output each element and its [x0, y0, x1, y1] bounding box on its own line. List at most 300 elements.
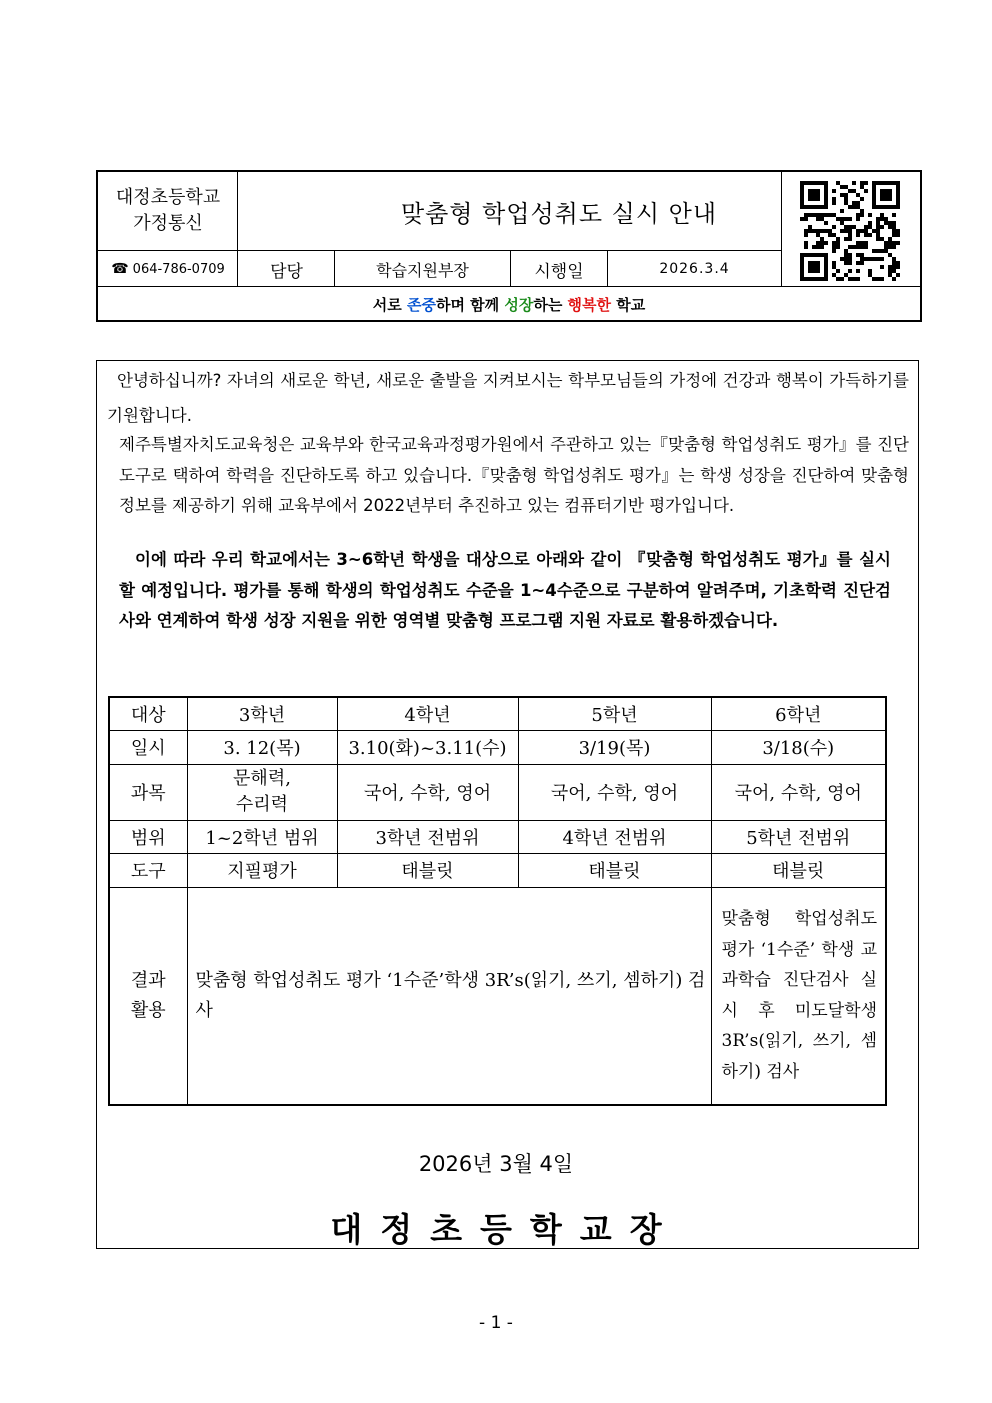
qr-module — [832, 273, 836, 277]
qr-module — [816, 277, 820, 281]
qr-module — [848, 245, 852, 249]
qr-module — [824, 269, 828, 273]
qr-module — [832, 265, 836, 269]
qr-module — [872, 201, 876, 205]
qr-module — [832, 249, 836, 253]
qr-module — [872, 193, 876, 197]
qr-module — [836, 237, 840, 241]
qr-module — [860, 261, 864, 265]
qr-module — [808, 261, 812, 265]
motto-text: 하며 함께 — [435, 295, 505, 314]
qr-module — [812, 245, 816, 249]
qr-module — [888, 205, 892, 209]
qr-module — [804, 233, 808, 237]
qr-module — [852, 245, 856, 249]
qr-module — [892, 213, 896, 217]
qr-module — [888, 193, 892, 197]
qr-module — [856, 269, 860, 273]
qr-module — [860, 213, 864, 217]
table-cell: 국어, 수학, 영어 — [337, 764, 518, 820]
table-row — [109, 820, 886, 853]
qr-module — [804, 277, 808, 281]
qr-module — [848, 217, 852, 221]
qr-module — [896, 241, 900, 245]
qr-module — [872, 277, 876, 281]
qr-module — [884, 181, 888, 185]
table-cell: 국어, 수학, 영어 — [711, 764, 886, 820]
result-usage-main: 맞춤형 학업성취도 평가 ‘1수준’학생 3R’s(읽기, 쓰기, 셈하기) 검사 — [187, 887, 711, 1105]
qr-module — [852, 181, 856, 185]
table-cell: 태블릿 — [337, 853, 518, 887]
qr-module — [836, 269, 840, 273]
qr-module — [892, 265, 896, 269]
qr-module — [896, 193, 900, 197]
qr-module — [836, 245, 840, 249]
qr-module — [896, 197, 900, 201]
qr-module — [832, 261, 836, 265]
qr-module — [884, 205, 888, 209]
qr-module — [864, 257, 868, 261]
qr-module — [820, 229, 824, 233]
qr-module — [812, 205, 816, 209]
qr-module — [816, 261, 820, 265]
table-cell: 국어, 수학, 영어 — [518, 764, 711, 820]
qr-module — [896, 273, 900, 277]
qr-module — [832, 241, 836, 245]
table-row — [109, 764, 886, 820]
qr-module — [856, 193, 860, 197]
qr-module — [812, 229, 816, 233]
qr-module — [896, 181, 900, 185]
qr-module — [848, 261, 852, 265]
page-number: - 1 - — [479, 1313, 513, 1333]
qr-module — [856, 213, 860, 217]
qr-module — [880, 189, 884, 193]
qr-module — [824, 241, 828, 245]
row-label: 대상 — [109, 697, 187, 730]
row-label: 과목 — [109, 764, 187, 820]
qr-module — [844, 257, 848, 261]
qr-module — [836, 241, 840, 245]
qr-module — [844, 201, 848, 205]
qr-module — [808, 205, 812, 209]
table-cell: 6학년 — [711, 697, 886, 730]
result-usage-6th-grade: 맞춤형 학업성취도 평가 ‘1수준’ 학생 교과학습 진단검사 실시 후 미도달학생 3R’s(읽기, 쓰기, 셈하기) 검사 — [711, 887, 886, 1105]
qr-module — [820, 213, 824, 217]
table-cell: 1~2학년 범위 — [187, 820, 337, 853]
qr-module — [844, 225, 848, 229]
qr-module — [872, 257, 876, 261]
qr-module — [880, 225, 884, 229]
qr-module — [820, 181, 824, 185]
qr-module — [848, 269, 852, 273]
qr-module — [824, 257, 828, 261]
qr-module — [816, 189, 820, 193]
qr-module — [896, 265, 900, 269]
subject-literacy: 문해력, — [233, 768, 291, 789]
qr-module — [880, 213, 884, 217]
qr-module — [844, 197, 848, 201]
qr-module — [824, 185, 828, 189]
qr-module — [820, 241, 824, 245]
school-motto — [98, 288, 920, 320]
table-row — [109, 887, 886, 1105]
qr-module — [812, 265, 816, 269]
qr-module — [824, 201, 828, 205]
qr-module — [892, 241, 896, 245]
qr-module — [828, 229, 832, 233]
qr-module — [808, 265, 812, 269]
qr-module — [864, 189, 868, 193]
qr-module — [824, 261, 828, 265]
qr-module — [816, 197, 820, 201]
qr-module — [820, 217, 824, 221]
qr-module — [864, 241, 868, 245]
table-cell: 5학년 전범위 — [711, 820, 886, 853]
qr-module — [876, 225, 880, 229]
qr-module — [888, 221, 892, 225]
qr-module — [836, 217, 840, 221]
qr-module — [896, 205, 900, 209]
qr-module — [812, 253, 816, 257]
qr-module — [880, 197, 884, 201]
motto-text: 서로 — [372, 295, 407, 314]
qr-module — [800, 253, 804, 257]
qr-module — [848, 253, 852, 257]
qr-module — [860, 257, 864, 261]
greeting-paragraph: 안녕하십니까? 자녀의 새로운 학년, 새로운 출발을 지켜보시는 학부모님들의 가정에 건강과 행복이 가득하기를 기원합니다. — [107, 371, 909, 425]
qr-module — [884, 193, 888, 197]
qr-module — [876, 205, 880, 209]
qr-module — [892, 225, 896, 229]
qr-module — [808, 213, 812, 217]
qr-module — [852, 277, 856, 281]
qr-module — [840, 193, 844, 197]
row-label — [109, 887, 187, 1105]
qr-module — [888, 245, 892, 249]
qr-module — [856, 201, 860, 205]
phone-number — [98, 251, 238, 287]
school-name-line1: 대정초등학교 — [115, 187, 221, 208]
qr-module — [856, 217, 860, 221]
qr-module — [884, 217, 888, 221]
qr-module — [828, 213, 832, 217]
table-cell: 3. 12(목) — [187, 730, 337, 764]
qr-module — [812, 213, 816, 217]
qr-module — [880, 181, 884, 185]
qr-module — [880, 193, 884, 197]
qr-module — [824, 197, 828, 201]
qr-module — [816, 241, 820, 245]
qr-module — [848, 257, 852, 261]
qr-module — [800, 205, 804, 209]
qr-module — [856, 205, 860, 209]
qr-module — [860, 241, 864, 245]
qr-module — [840, 209, 844, 213]
result-label-line1: 결과 — [130, 969, 166, 991]
qr-module — [896, 229, 900, 233]
qr-module — [816, 229, 820, 233]
qr-module — [868, 233, 872, 237]
qr-module — [876, 249, 880, 253]
qr-module — [800, 217, 804, 221]
qr-module — [848, 189, 852, 193]
qr-module — [824, 265, 828, 269]
qr-module — [824, 229, 828, 233]
qr-module — [828, 233, 832, 237]
qr-module — [872, 185, 876, 189]
qr-module — [812, 189, 816, 193]
qr-module — [808, 277, 812, 281]
qr-module — [816, 181, 820, 185]
qr-module — [880, 265, 884, 269]
qr-module — [884, 245, 888, 249]
qr-module — [860, 197, 864, 201]
qr-module — [832, 233, 836, 237]
qr-module — [808, 181, 812, 185]
qr-module — [804, 205, 808, 209]
qr-module — [816, 213, 820, 217]
qr-module — [856, 241, 860, 245]
qr-module — [816, 265, 820, 269]
qr-module — [804, 245, 808, 249]
qr-module — [800, 277, 804, 281]
qr-module — [808, 193, 812, 197]
qr-module — [848, 233, 852, 237]
qr-module — [816, 217, 820, 221]
header-box — [96, 170, 922, 322]
qr-module — [892, 181, 896, 185]
plan-paragraph: 이에 따라 우리 학교에서는 3~6학년 학생을 대상으로 아래와 같이 『맞춤형 학업성취도 평가』를 실시할 예정입니다. 평가를 통해 학생의 학업성취도 수준을 1~4수준으로 구분하여 알려주며, 기초학력 진단검사와 연계하여 학생 성장 지원을 위한 영역별 맞춤형 프로그램 지원 자료로 활용하겠습니다. — [119, 550, 891, 630]
manager-label: 담당 — [270, 261, 303, 282]
school-name-line2: 가정통신 — [133, 213, 203, 234]
qr-module — [860, 253, 864, 257]
qr-module — [816, 269, 820, 273]
intro-paragraph: 제주특별자치도교육청은 교육부와 한국교육과정평가원에서 주관하고 있는『맞춤형 학업성취도 평가』를 진단도구로 택하여 학력을 진단하도록 하고 있습니다.『맞춤형 학업성취도 평가』는 학생 성장을 진단하여 맞춤형 정보를 제공하기 위해 교육부에서 2022년부터 추진하고 있는 컴퓨터기반 평가입니다. — [119, 435, 909, 515]
qr-module — [856, 233, 860, 237]
qr-module — [824, 253, 828, 257]
qr-module — [880, 205, 884, 209]
qr-module — [888, 225, 892, 229]
qr-module — [888, 273, 892, 277]
qr-module — [824, 277, 828, 281]
qr-module — [888, 269, 892, 273]
qr-module — [888, 181, 892, 185]
qr-module — [840, 185, 844, 189]
qr-module — [824, 205, 828, 209]
qr-module — [848, 229, 852, 233]
qr-module — [868, 225, 872, 229]
qr-module — [876, 221, 880, 225]
qr-module — [848, 277, 852, 281]
qr-module — [864, 229, 868, 233]
motto-keyword-respect: 존중 — [406, 295, 436, 314]
qr-module — [844, 249, 848, 253]
qr-module — [876, 277, 880, 281]
qr-module — [832, 245, 836, 249]
qr-module — [800, 185, 804, 189]
qr-module — [820, 237, 824, 241]
qr-module — [848, 225, 852, 229]
qr-module — [860, 209, 864, 213]
row-label: 일시 — [109, 730, 187, 764]
qr-module — [844, 273, 848, 277]
document-title: 맞춤형 학업성취도 실시 안내 — [400, 199, 718, 228]
qr-module — [856, 277, 860, 281]
subject-numeracy: 수리력 — [235, 794, 289, 815]
qr-module — [820, 277, 824, 281]
qr-module — [856, 245, 860, 249]
qr-module — [892, 261, 896, 265]
qr-code-icon[interactable] — [798, 178, 902, 284]
qr-module — [808, 197, 812, 201]
manager-value: 학습지원부장 — [376, 260, 469, 280]
qr-module — [808, 229, 812, 233]
table-cell: 4학년 전범위 — [518, 820, 711, 853]
qr-module — [816, 253, 820, 257]
qr-module — [804, 181, 808, 185]
qr-module — [852, 225, 856, 229]
qr-module — [872, 249, 876, 253]
qr-module — [880, 217, 884, 221]
qr-module — [896, 261, 900, 265]
qr-module — [868, 213, 872, 217]
qr-module — [896, 189, 900, 193]
qr-module — [852, 205, 856, 209]
qr-module — [800, 193, 804, 197]
qr-module — [844, 217, 848, 221]
qr-module — [812, 277, 816, 281]
qr-module — [832, 213, 836, 217]
qr-module — [888, 241, 892, 245]
issue-date-label: 시행일 — [534, 261, 584, 282]
qr-module — [800, 201, 804, 205]
qr-module — [816, 245, 820, 249]
qr-module — [856, 229, 860, 233]
qr-module — [808, 269, 812, 273]
qr-module — [876, 217, 880, 221]
qr-module — [892, 277, 896, 281]
qr-module — [840, 277, 844, 281]
qr-module — [816, 233, 820, 237]
qr-module — [880, 257, 884, 261]
qr-module — [888, 253, 892, 257]
qr-module — [824, 189, 828, 193]
qr-module — [824, 273, 828, 277]
qr-module — [896, 185, 900, 189]
qr-module — [868, 257, 872, 261]
row-label: 도구 — [109, 853, 187, 887]
qr-module — [824, 193, 828, 197]
qr-module — [860, 185, 864, 189]
qr-module — [820, 253, 824, 257]
qr-module — [860, 245, 864, 249]
qr-module — [808, 253, 812, 257]
qr-module — [884, 241, 888, 245]
qr-module — [864, 225, 868, 229]
qr-module — [824, 221, 828, 225]
qr-module — [876, 257, 880, 261]
qr-module — [880, 249, 884, 253]
qr-module — [884, 249, 888, 253]
table-row — [109, 853, 886, 887]
phone-value: 064-786-0709 — [132, 261, 225, 277]
qr-module — [880, 277, 884, 281]
qr-module — [888, 189, 892, 193]
motto-text: 학교 — [611, 295, 646, 314]
principal-signature: 대정초등학교장 — [330, 1210, 680, 1249]
qr-module — [832, 225, 836, 229]
qr-module — [816, 205, 820, 209]
table-cell: 태블릿 — [711, 853, 886, 887]
qr-module — [896, 233, 900, 237]
qr-module — [884, 197, 888, 201]
qr-module — [860, 229, 864, 233]
qr-module — [888, 237, 892, 241]
qr-module — [864, 245, 868, 249]
table-row — [109, 697, 886, 730]
qr-module — [824, 213, 828, 217]
qr-module — [864, 181, 868, 185]
qr-module — [876, 233, 880, 237]
qr-module — [840, 257, 844, 261]
qr-module — [872, 229, 876, 233]
qr-module — [852, 189, 856, 193]
table-cell: 4학년 — [337, 697, 518, 730]
qr-module — [800, 269, 804, 273]
qr-module — [892, 221, 896, 225]
table-cell: 5학년 — [518, 697, 711, 730]
qr-module — [820, 245, 824, 249]
qr-module — [848, 237, 852, 241]
qr-module — [812, 181, 816, 185]
qr-module — [892, 245, 896, 249]
qr-module — [844, 253, 848, 257]
result-label-line2: 활용 — [130, 999, 166, 1021]
motto-keyword-happy: 행복한 — [567, 295, 612, 314]
qr-module — [892, 257, 896, 261]
qr-module — [824, 181, 828, 185]
table-cell: 태블릿 — [518, 853, 711, 887]
qr-module — [884, 221, 888, 225]
qr-module — [844, 193, 848, 197]
qr-module — [832, 189, 836, 193]
qr-module — [836, 277, 840, 281]
qr-module — [800, 189, 804, 193]
qr-module — [800, 273, 804, 277]
row-label: 범위 — [109, 820, 187, 853]
table-cell — [187, 764, 337, 820]
qr-module — [872, 189, 876, 193]
qr-module — [892, 233, 896, 237]
qr-module — [844, 261, 848, 265]
qr-module — [876, 229, 880, 233]
table-cell: 3학년 — [187, 697, 337, 730]
qr-module — [872, 181, 876, 185]
qr-module — [804, 229, 808, 233]
qr-module — [812, 193, 816, 197]
qr-module — [844, 229, 848, 233]
qr-module — [856, 253, 860, 257]
qr-module — [844, 237, 848, 241]
qr-module — [820, 205, 824, 209]
table-cell: 3.10(화)~3.11(수) — [337, 730, 518, 764]
qr-module — [804, 217, 808, 221]
telephone-icon: ☎ — [111, 261, 129, 277]
qr-module — [892, 205, 896, 209]
schedule-table — [108, 696, 887, 1106]
qr-module — [800, 257, 804, 261]
